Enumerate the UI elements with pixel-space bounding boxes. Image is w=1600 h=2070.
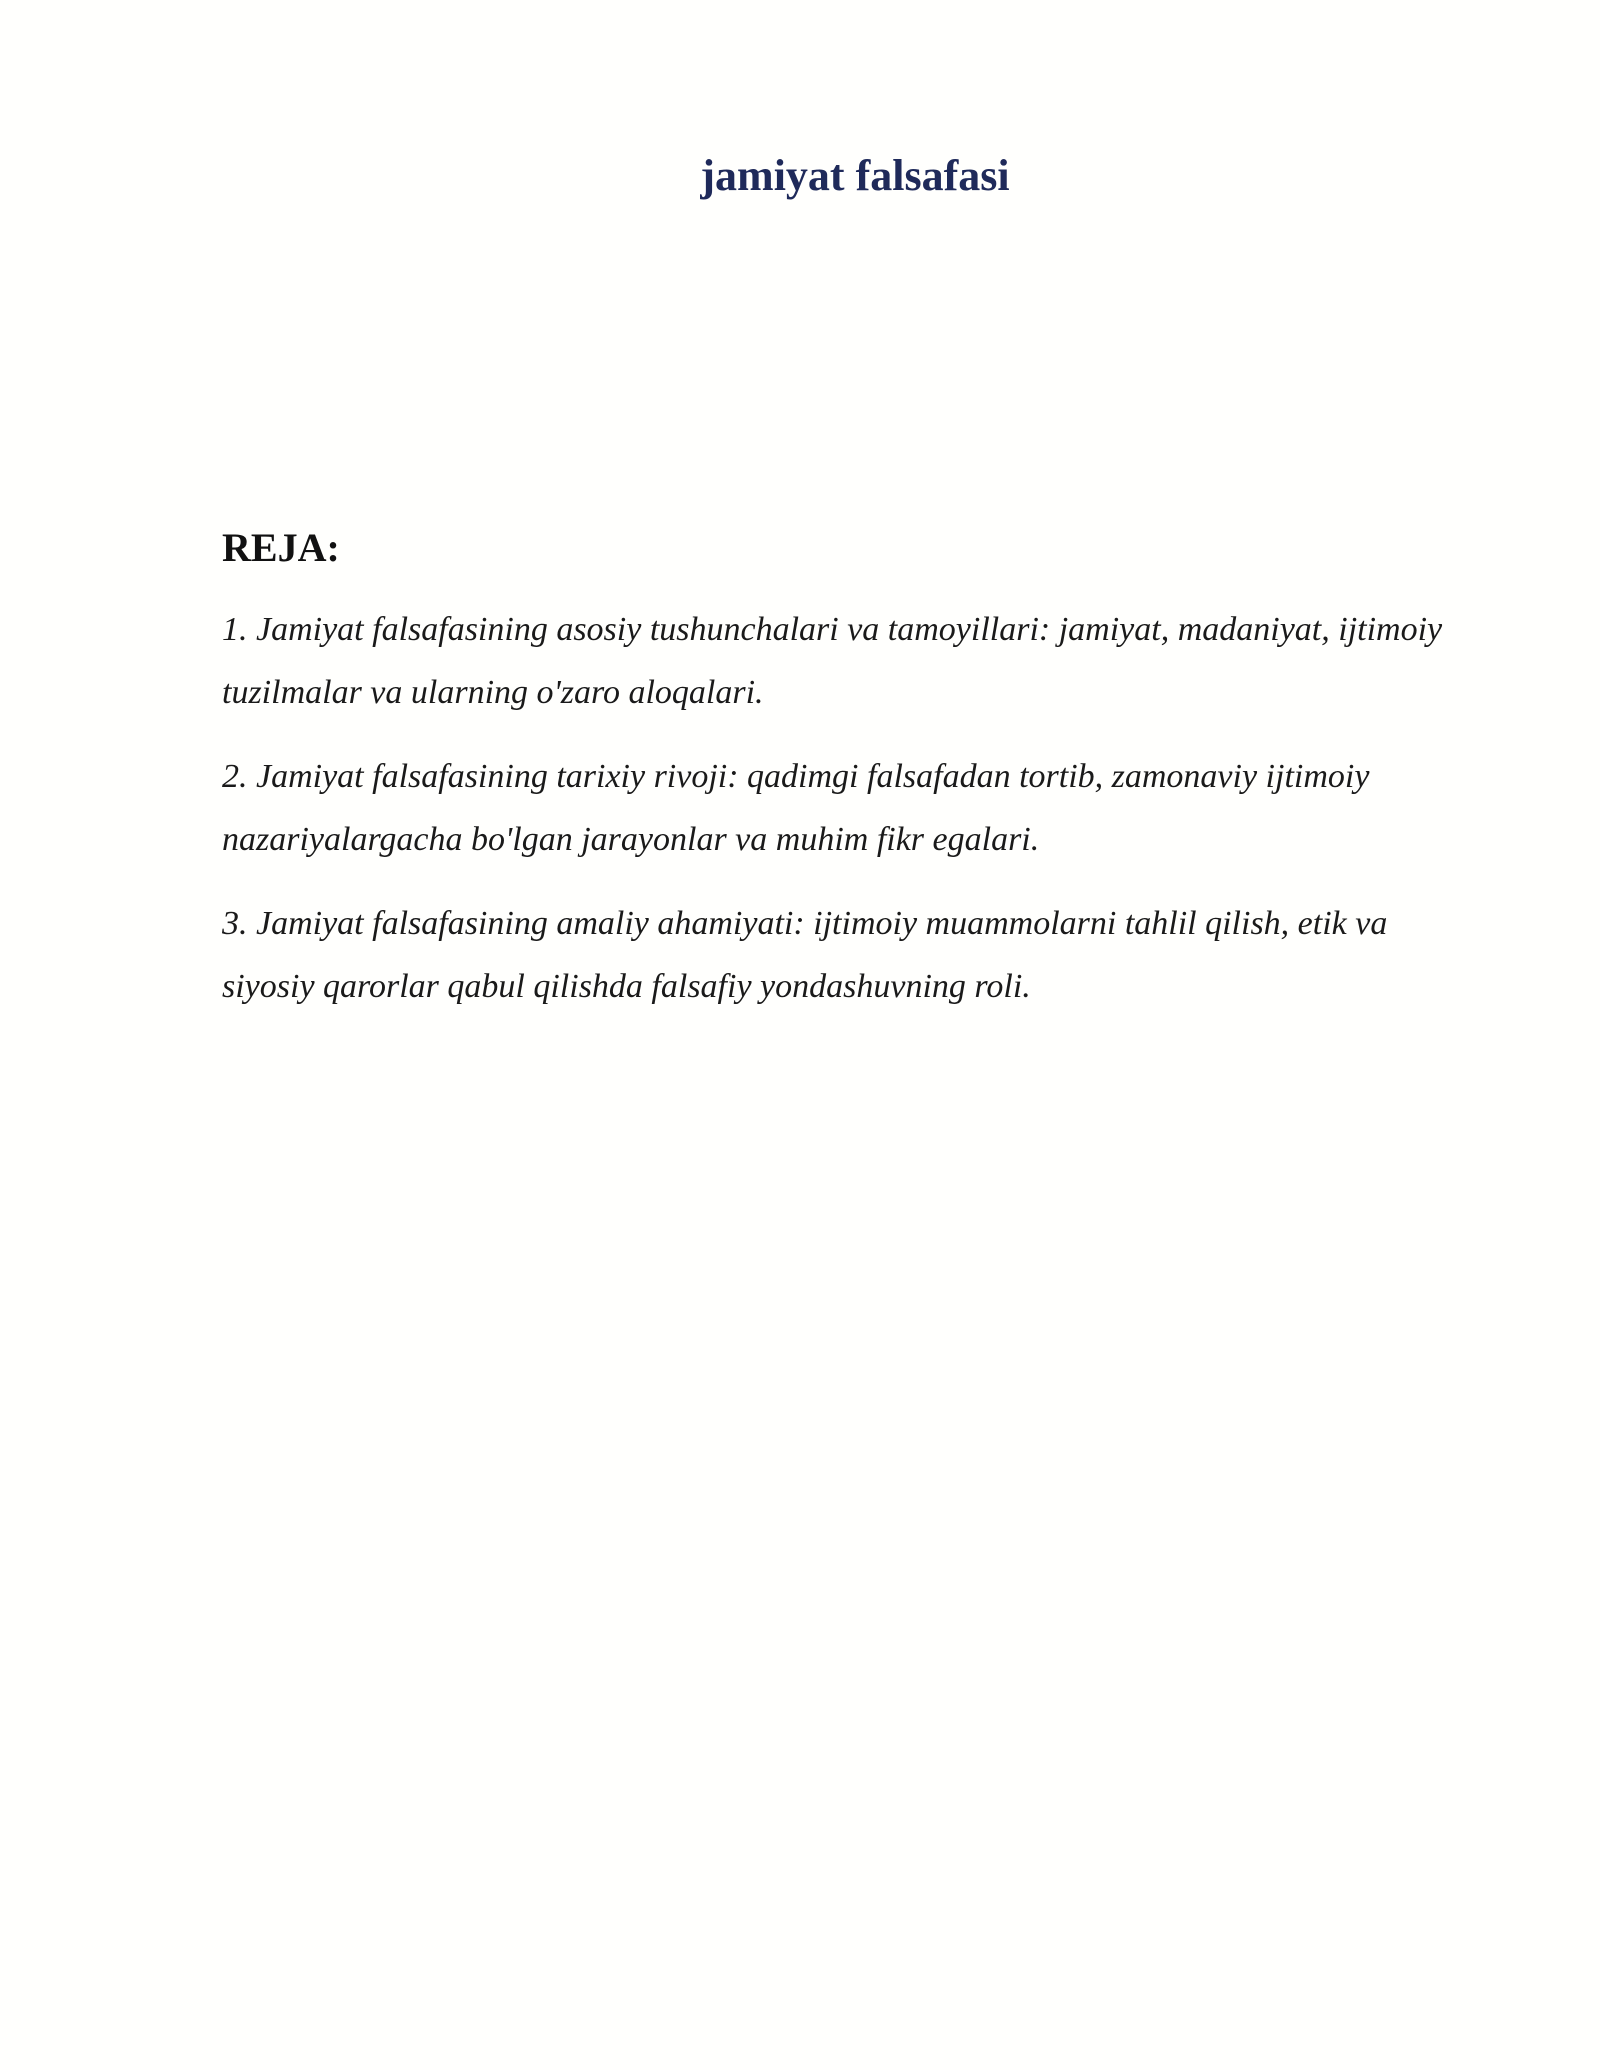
plan-item-2: 2. Jamiyat falsafasining tarixiy rivoji: qadimgi falsafadan tortib, zamonaviy ijtimoiy nazariyalargacha bo'lgan jarayonlar va muhim fikr egalari. — [222, 758, 1370, 858]
document-body — [222, 520, 1482, 1039]
plan-item-3: 3. Jamiyat falsafasining amaliy ahamiyati: ijtimoiy muammolarni tahlil qilish, etik va siyosiy qarorlar qabul qilishda falsafiy yondashuvning roli. — [222, 905, 1388, 1005]
plan-heading: REJA: — [222, 525, 340, 570]
document-title: jamiyat falsafasi — [700, 151, 1010, 200]
plan-item-1: 1. Jamiyat falsafasining asosiy tushunchalari va tamoyillari: jamiyat, madaniyat, ijtimoiy tuzilmalar va ularning o'zaro aloqalari. — [222, 611, 1443, 711]
